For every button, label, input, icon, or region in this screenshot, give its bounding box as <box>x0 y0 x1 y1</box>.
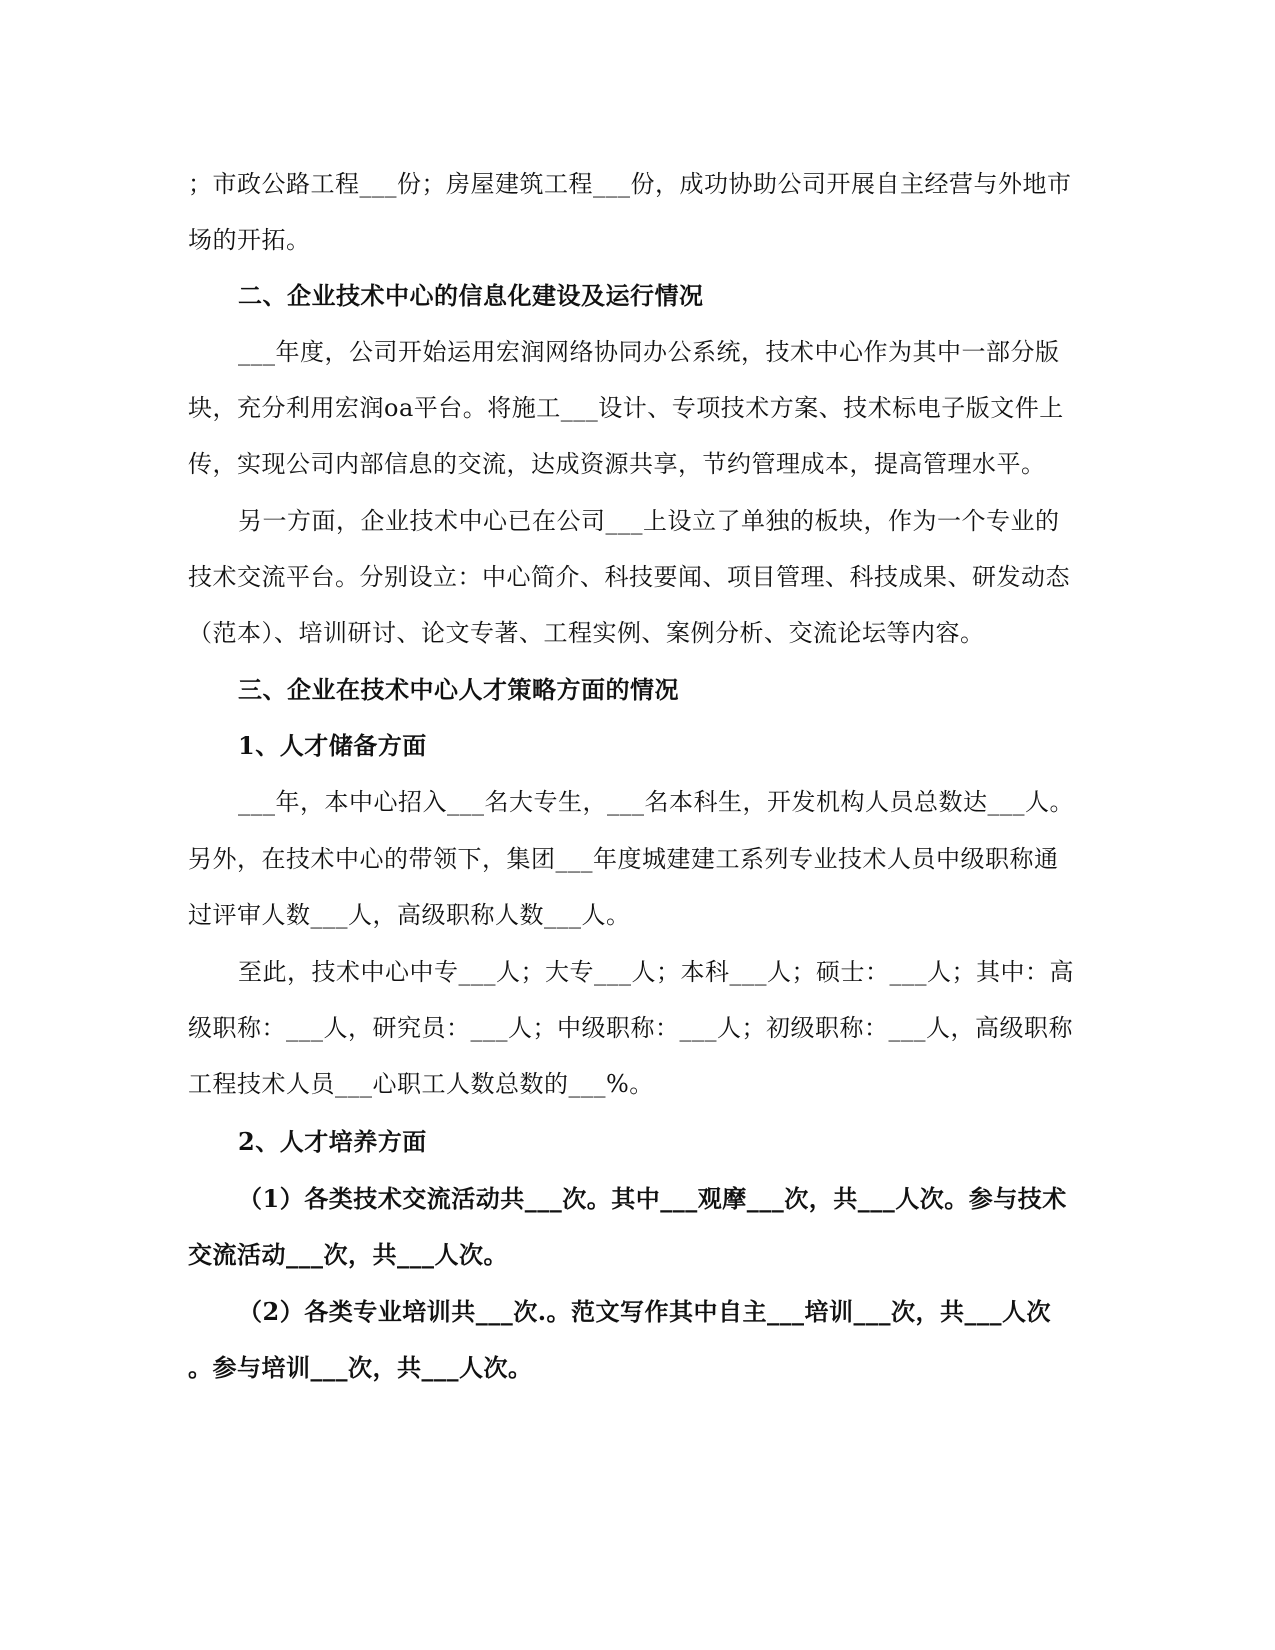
paragraph-line: ___年度，公司开始运用宏润网络协同办公系统，技术中心作为其中一部分版 <box>238 338 1060 366</box>
paragraph-line: （2）各类专业培训共___次.。范文写作其中自主___培训___次，共___人次 <box>238 1297 1052 1326</box>
paragraph-line: 另外，在技术中心的带领下，集团___年度城建建工系列专业技术人员中级职称通 <box>188 845 1059 873</box>
paragraph-line: ；市政公路工程___份；房屋建筑工程___份，成功协助公司开展自主经营与外地市 <box>188 170 1072 198</box>
paragraph-line: 传，实现公司内部信息的交流，达成资源共享，节约管理成本，提高管理水平。 <box>188 450 1046 478</box>
paragraph-line: （1）各类技术交流活动共___次。其中___观摩___次，共___人次。参与技术 <box>238 1184 1067 1213</box>
paragraph-line: 至此，技术中心中专___人；大专___人；本科___人；硕士：___人；其中：高 <box>238 958 1074 986</box>
section-heading: 三、企业在技术中心人才策略方面的情况 <box>238 675 679 704</box>
paragraph-line: 工程技术人员___心职工人数总数的___%。 <box>188 1070 654 1098</box>
paragraph-line: 交流活动___次，共___人次。 <box>188 1240 508 1269</box>
paragraph-line: 场的开拓。 <box>188 226 311 254</box>
paragraph-line: 过评审人数___人，高级职称人数___人。 <box>188 901 631 929</box>
paragraph-line: 技术交流平台。分别设立：中心简介、科技要闻、项目管理、科技成果、研发动态 <box>188 563 1070 591</box>
paragraph-line: 级职称：___人，研究员：___人；中级职称：___人；初级职称：___人，高级职称 <box>188 1014 1073 1042</box>
subsection-heading: 2、人才培养方面 <box>238 1127 427 1156</box>
paragraph-line: 。参与培训___次，共___人次。 <box>188 1353 533 1382</box>
subsection-heading: 1、人才储备方面 <box>238 731 427 760</box>
section-heading: 二、企业技术中心的信息化建设及运行情况 <box>238 281 704 310</box>
paragraph-line: 另一方面，企业技术中心已在公司___上设立了单独的板块，作为一个专业的 <box>238 507 1060 535</box>
paragraph-line: ___年，本中心招入___名大专生，___名本科生，开发机构人员总数达___人。 <box>238 788 1074 816</box>
paragraph-line: （范本）、培训研讨、论文专著、工程实例、案例分析、交流论坛等内容。 <box>188 619 985 647</box>
paragraph-line: 块，充分利用宏润oa平台。将施工___设计、专项技术方案、技术标电子版文件上 <box>188 394 1064 422</box>
